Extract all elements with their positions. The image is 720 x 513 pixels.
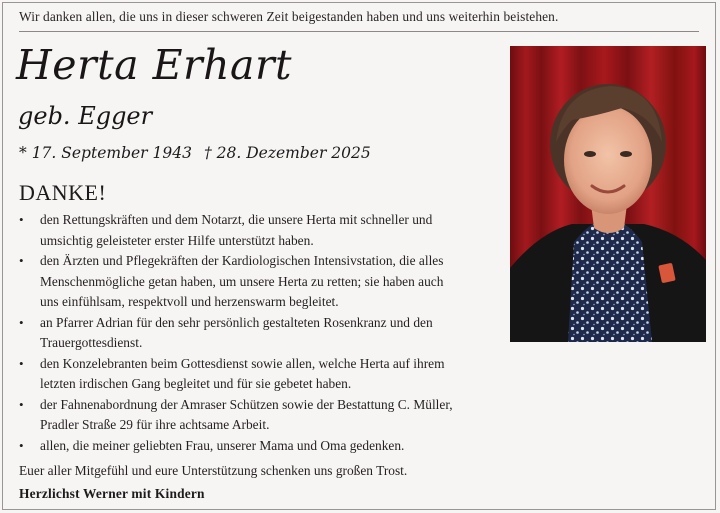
thanks-item bbox=[19, 436, 489, 457]
thanks-item-line: den Ärzten und Pflegekräften der Kardiologischen Intensivstation, die alles bbox=[40, 253, 444, 268]
maiden-name: geb. Egger bbox=[18, 102, 153, 130]
thanks-item-line: allen, die meiner geliebten Frau, unserer Mama und Oma gedenken. bbox=[40, 437, 405, 453]
thanks-item bbox=[19, 395, 489, 436]
thanks-heading: DANKE! bbox=[19, 180, 107, 205]
thanks-item-line: uns einfühlsam, respektvoll und herzenswarm begleitet. bbox=[40, 294, 339, 309]
thanks-item-line: den Konzelebranten beim Gottesdienst sowie allen, welche Herta auf ihrem bbox=[40, 355, 445, 371]
thanks-item bbox=[19, 313, 489, 354]
thanks-item bbox=[19, 251, 489, 313]
bullet-icon: • bbox=[19, 212, 24, 227]
life-dates bbox=[19, 144, 371, 162]
divider-line bbox=[19, 31, 699, 32]
bullet-icon: • bbox=[19, 396, 24, 412]
birth-date: 17. September 1943 bbox=[31, 144, 192, 162]
death-date: 28. Dezember 2025 bbox=[216, 144, 371, 162]
intro-text: Wir danken allen, die uns in dieser schweren Zeit beigestanden haben und uns weiterhin beistehen. bbox=[19, 9, 559, 24]
thanks-item-line: Pradler Straße 29 für ihre achtsame Arbeit. bbox=[40, 417, 270, 432]
thanks-item-line: letzten irdischen Gang begleitet und für sie gebetet haben. bbox=[40, 376, 352, 391]
deceased-name: Herta Erhart bbox=[16, 41, 293, 89]
thanks-item bbox=[19, 354, 489, 395]
thanks-item-line: der Fahnenabordnung der Amraser Schützen sowie der Bestattung C. Müller, bbox=[40, 396, 453, 412]
thanks-item-line: den Rettungskräften und dem Notarzt, die unsere Herta mit schneller und bbox=[40, 212, 433, 227]
bullet-icon: • bbox=[19, 253, 24, 268]
thanks-item-line: Trauergottesdienst. bbox=[40, 335, 143, 350]
thanks-item-line: umsichtig geleisteter erster Hilfe unterstützt haben. bbox=[40, 232, 314, 248]
thanks-item bbox=[19, 210, 489, 251]
portrait-photo bbox=[510, 46, 706, 342]
death-symbol: † bbox=[203, 144, 212, 162]
bullet-icon: • bbox=[19, 355, 24, 371]
thanks-item-line: an Pfarrer Adrian für den sehr persönlich gestalteten Rosenkranz und den bbox=[40, 314, 433, 330]
thanks-item-line: Menschenmögliche getan haben, um unsere Herta zu retten; sie haben auch bbox=[40, 273, 444, 289]
signature: Herzlichst Werner mit Kindern bbox=[19, 486, 205, 501]
bullet-icon: • bbox=[19, 437, 24, 453]
birth-symbol: * bbox=[19, 144, 27, 162]
thanks-list bbox=[19, 210, 489, 456]
closing-text: Euer aller Mitgefühl und eure Unterstützung schenken uns großen Trost. bbox=[19, 463, 408, 478]
bullet-icon: • bbox=[19, 314, 24, 330]
